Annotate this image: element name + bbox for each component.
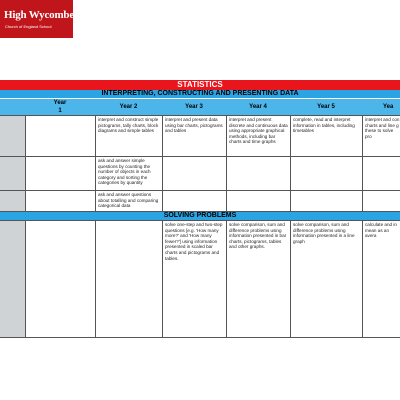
cell-y5-solve: solve comparison, sum and difference problems using information presented in a line graph	[293, 222, 355, 244]
school-name: High Wycombe	[4, 9, 75, 21]
header-year-3: Year 3	[185, 104, 203, 110]
grid-line	[162, 220, 163, 338]
grid-line	[25, 115, 26, 212]
grid-line	[0, 156, 400, 157]
grid-line	[0, 211, 400, 212]
statistics-table	[0, 80, 400, 338]
grid-line	[226, 115, 227, 212]
section-heading-solving: SOLVING PROBLEMS	[0, 212, 400, 220]
grid-line	[362, 115, 363, 212]
grid-line	[95, 115, 96, 212]
school-logo	[0, 0, 73, 38]
cell-y6-interpret: interpret and con charts and line g these to solve pro	[365, 117, 400, 139]
row-label-column-2	[0, 220, 25, 338]
cell-y3-solve: solve one-step and two-step questions [e.g. 'How many more?' and 'How many fewer?'] using information presented in scaled bar charts and pictograms and tables.	[165, 222, 223, 261]
table-title: STATISTICS	[0, 80, 400, 90]
header-year-4: Year 4	[249, 104, 267, 110]
cell-y5-interpret: complete, read and interpret information in tables, including timetables	[293, 117, 355, 134]
header-year-2: Year 2	[119, 104, 138, 110]
grid-line	[162, 115, 163, 212]
cell-y3-interpret: interpret and present data using bar charts, pictograms and tables	[165, 117, 223, 134]
cell-y2-ask-simple: ask and answer simple questions by counting the number of objects in each category and sorting the categories by quantity	[98, 158, 151, 186]
grid-line	[362, 220, 363, 338]
row-label-column-1	[0, 115, 25, 212]
grid-line	[226, 220, 227, 338]
header-year-6: Yea	[383, 104, 394, 110]
grid-line	[0, 115, 400, 116]
cell-y4-solve: solve comparison, sum and difference problems using information presented in bar charts, pictograms, tables and other graphs.	[229, 222, 287, 250]
grid-line	[0, 220, 400, 221]
grid-line	[290, 115, 291, 212]
header-year-1	[25, 99, 95, 115]
grid-line	[0, 337, 400, 338]
cell-y2-interpret: interpret and construct simple pictograms, tally charts, block diagrams and simple tables	[98, 117, 159, 134]
header-year-1-number: 1	[58, 108, 62, 114]
school-tagline: Church of England School	[5, 24, 52, 29]
year-header-row	[0, 99, 400, 115]
cell-y6-solve: calculate and in mean as an avera	[365, 222, 397, 239]
header-year-5: Year 5	[317, 104, 335, 110]
header-year-1-label: Year	[53, 100, 67, 106]
cell-y4-interpret: interpret and present discrete and continuous data using appropriate graphical methods, including bar charts and time graphs	[229, 117, 288, 145]
grid-line	[95, 220, 96, 338]
section-heading-interpreting: INTERPRETING, CONSTRUCTING AND PRESENTING DATA	[0, 90, 400, 98]
cell-y2-totalling: ask and answer questions about totalling and comparing categorical data	[98, 192, 159, 209]
grid-line	[0, 190, 400, 191]
grid-line	[25, 220, 26, 338]
grid-line	[290, 220, 291, 338]
